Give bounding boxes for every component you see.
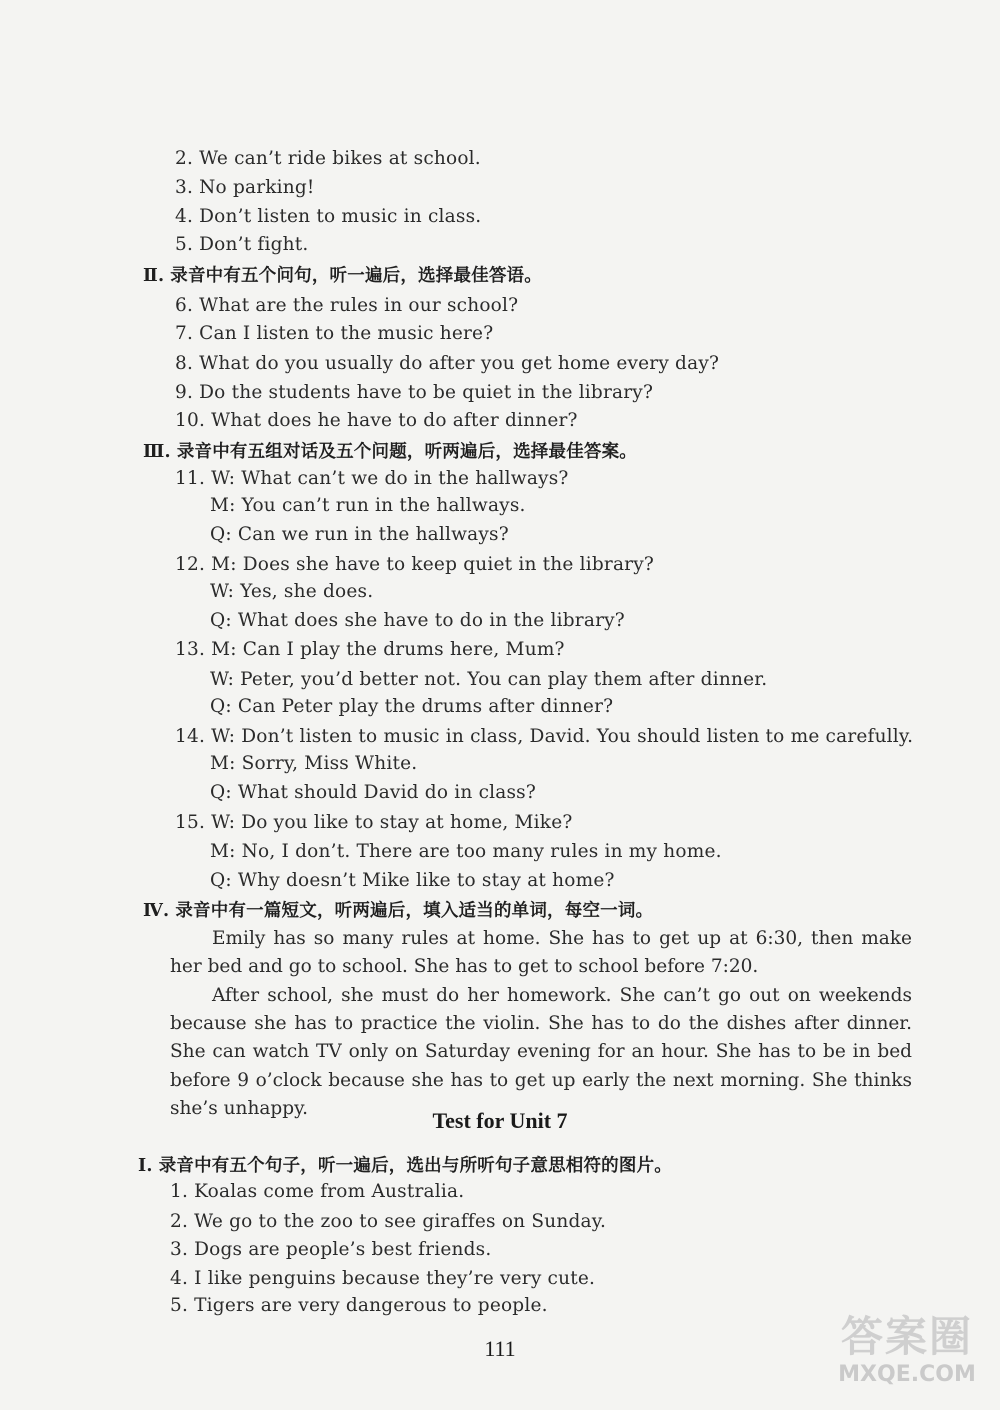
section-numeral: Ⅳ. <box>143 901 170 921</box>
list-item: 10. What does he have to do after dinner? <box>175 410 578 431</box>
dialogue-line: M: Sorry, Miss White. <box>210 753 418 774</box>
dialogue-line: Q: What should David do in class? <box>210 782 536 803</box>
list-item: 5. Tigers are very dangerous to people. <box>170 1295 548 1316</box>
passage-paragraph: Emily has so many rules at home. She has to get up at 6:30, then make her bed and go to school. She has to get to school before 7:20. <box>170 928 912 978</box>
dialogue-line: 13. M: Can I play the drums here, Mum? <box>175 639 565 660</box>
dialogue-line: Q: What does she have to do in the library? <box>210 610 625 631</box>
section-numeral: Ⅲ. <box>143 442 171 462</box>
section-heading <box>143 264 542 288</box>
section-instruction: 录音中有五组对话及五个问题，听两遍后，选择最佳答案。 <box>176 442 638 462</box>
list-item: 5. Don’t fight. <box>175 234 309 255</box>
unit-title: Test for Unit 7 <box>432 1108 568 1133</box>
dialogue-line: M: You can’t run in the hallways. <box>210 495 526 516</box>
list-item: 3. No parking! <box>175 177 315 198</box>
list-item: 2. We can’t ride bikes at school. <box>175 148 481 169</box>
dialogue-line: W: Yes, she does. <box>210 581 374 602</box>
list-item: 1. Koalas come from Australia. <box>170 1181 465 1202</box>
section-instruction: 录音中有一篇短文，听两遍后，填入适当的单词，每空一词。 <box>175 901 654 921</box>
page-number: 111 <box>484 1336 516 1361</box>
list-item: 8. What do you usually do after you get home every day? <box>175 353 720 374</box>
dialogue-line: 11. W: What can’t we do in the hallways? <box>175 468 569 489</box>
list-item: 7. Can I listen to the music here? <box>175 323 494 344</box>
section-instruction: 录音中有五个句子，听一遍后，选出与所听句子意思相符的图片。 <box>158 1156 672 1176</box>
watermark-url: MXQE.COM <box>838 1362 976 1387</box>
dialogue-line: W: Peter, you’d better not. You can play them after dinner. <box>210 669 768 690</box>
section-heading <box>143 440 637 464</box>
list-item: 2. We go to the zoo to see giraffes on Sunday. <box>170 1211 607 1232</box>
section-heading <box>138 1154 672 1178</box>
dialogue-line: M: No, I don’t. There are too many rules in my home. <box>210 841 722 862</box>
dialogue-line: 14. W: Don’t listen to music in class, David. You should listen to me carefully. <box>175 726 914 747</box>
list-item: 3. Dogs are people’s best friends. <box>170 1239 492 1260</box>
passage-paragraph: After school, she must do her homework. She can’t go out on weekends because she has to practice the violin. She has to do the dishes after dinner. She can watch TV only on Saturday evening for an hour. She has to be in bed before 9 o’clock because she has to get up early the next morning. She thinks she’s unhappy. <box>170 985 912 1119</box>
dialogue-line: Q: Why doesn’t Mike like to stay at home? <box>210 870 615 891</box>
list-item: 6. What are the rules in our school? <box>175 295 519 316</box>
list-item: 4. I like penguins because they’re very cute. <box>170 1268 596 1289</box>
section-heading <box>143 899 653 923</box>
section-numeral: Ⅰ. <box>138 1156 153 1176</box>
section-instruction: 录音中有五个问句，听一遍后，选择最佳答语。 <box>170 266 542 286</box>
section-numeral: Ⅱ. <box>143 266 165 286</box>
dialogue-line: Q: Can we run in the hallways? <box>210 524 509 545</box>
list-item: 9. Do the students have to be quiet in the library? <box>175 382 654 403</box>
dialogue-line: 12. M: Does she have to keep quiet in the library? <box>175 554 654 575</box>
list-item: 4. Don’t listen to music in class. <box>175 206 482 227</box>
dialogue-line: Q: Can Peter play the drums after dinner? <box>210 696 614 717</box>
watermark-logo: 答案圈 <box>840 1312 973 1361</box>
watermark <box>822 1312 992 1402</box>
dialogue-line: 15. W: Do you like to stay at home, Mike? <box>175 812 573 833</box>
